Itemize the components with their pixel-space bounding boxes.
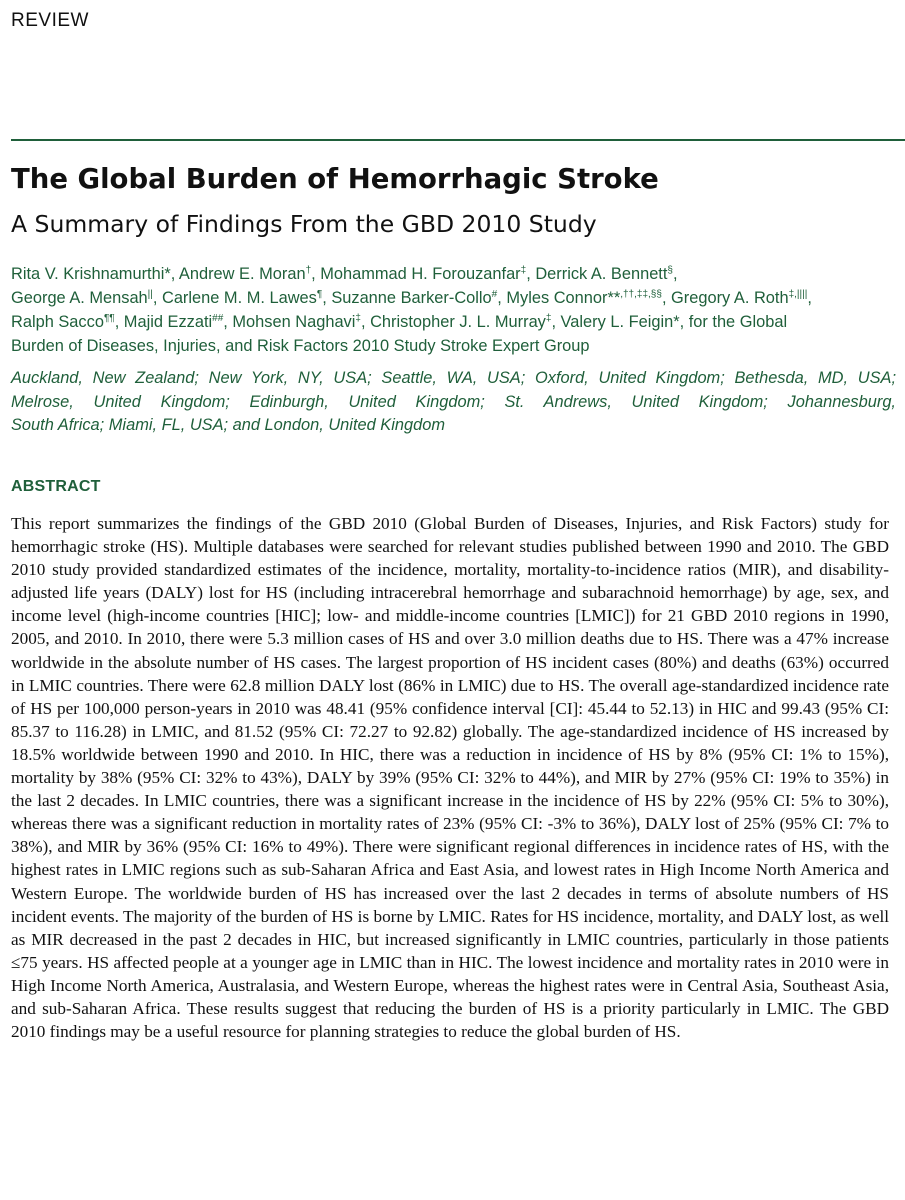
author-names: , Majid Ezzati — [114, 313, 213, 331]
article-subtitle: A Summary of Findings From the GBD 2010 Study — [11, 210, 597, 238]
author-names: , — [672, 265, 678, 283]
author-affiliation-mark: ¶ — [316, 289, 323, 300]
author-names: , Derrick A. Bennett — [526, 265, 668, 283]
author-affiliation-mark: ‡,|||| — [788, 289, 808, 300]
author-names: , Mohammad H. Forouzanfar — [311, 265, 521, 283]
author-affiliation-mark: § — [667, 265, 673, 276]
author-affiliation-mark: # — [491, 289, 498, 300]
author-affiliation-mark: || — [147, 289, 153, 300]
author-names: George A. Mensah — [11, 289, 148, 307]
author-affiliation-mark: ,††,‡‡,§§ — [620, 289, 662, 300]
author-names: , Myles Connor** — [497, 289, 621, 307]
author-names: , Christopher J. L. Murray — [360, 313, 546, 331]
affiliation-line: Melrose, United Kingdom; Edinburgh, United Kingdom; St. Andrews, United Kingdom; Johannesburg, — [11, 392, 896, 411]
header-divider — [11, 139, 905, 141]
author-line — [11, 262, 896, 286]
author-line — [11, 334, 896, 358]
author-affiliation-mark: ‡ — [520, 265, 527, 276]
author-affiliation-mark: † — [305, 265, 312, 276]
author-affiliation-mark: ‡ — [355, 313, 361, 324]
author-affiliation-mark: ¶¶ — [103, 313, 115, 324]
section-label: REVIEW — [11, 10, 89, 31]
author-names: , Suzanne Barker-Collo — [322, 289, 492, 307]
author-names: , Carlene M. M. Lawes — [152, 289, 317, 307]
author-names: , Gregory A. Roth — [661, 289, 789, 307]
author-line — [11, 310, 896, 334]
article-title: The Global Burden of Hemorrhagic Stroke — [11, 163, 659, 195]
author-names: , — [807, 289, 812, 307]
author-names: Rita V. Krishnamurthi*, Andrew E. Moran — [11, 265, 306, 283]
author-names: Burden of Diseases, Injuries, and Risk Factors 2010 Study Stroke Expert Group — [11, 337, 590, 355]
abstract-text: This report summarizes the findings of the GBD 2010 (Global Burden of Diseases, Injuries, and Risk Factors) study for hemorrhagic stroke (HS). Multiple databases were searched for relevant studies published between 1990 and 2010. The GBD 2010 study provided standardized estimates of the incidence, mortality, mortality-to-incidence ratios (MIR), and disability-adjusted life years (DALY) lost for HS (including intracerebral hemorrhage and subarachnoid hemorrhage) by age, sex, and income level (high-income countries [HIC]; low- and middle-income countries [LMIC]) for 21 GBD 2010 regions in 1990, 2005, and 2010. In 2010, there were 5.3 million cases of HS and over 3.0 million deaths due to HS. There was a 47% increase worldwide in the absolute number of HS cases. The largest proportion of HS incident cases (80%) and deaths (63%) occurred in LMIC countries. There were 62.8 million DALY lost (86% in LMIC) due to HS. The overall age-standardized incidence rate of HS per 100,000 person-years in 2010 was 48.41 (95% confidence interval [CI]: 45.44 to 52.13) in HIC and 99.43 (95% CI: 85.37 to 116.28) in LMIC, and 81.52 (95% CI: 72.27 to 92.82) globally. The age-standardized incidence of HS increased by 18.5% worldwide between 1990 and 2010. In HIC, there was a reduction in incidence of HS by 8% (95% CI: 1% to 15%), mortality by 38% (95% CI: 32% to 43%), DALY by 39% (95% CI: 32% to 44%), and MIR by 27% (95% CI: 19% to 35%) in the last 2 decades. In LMIC countries, there was a significant increase in the incidence of HS by 22% (95% CI: 5% to 30%), whereas there was a significant reduction in mortality rates of 23% (95% CI: -3% to 36%), DALY lost of 25% (95% CI: 7% to 38%), and MIR by 36% (95% CI: 16% to 49%). There were significant regional differences in incidence rates of HS, with the highest rates in LMIC regions such as sub-Saharan Africa and East Asia, and lowest rates in High Income North America and Western Europe. The worldwide burden of HS has increased over the last 2 decades in terms of absolute numbers of HS incident events. The majority of the burden of HS is borne by LMIC. Rates for HS incidence, mortality, and DALY lost, as well as MIR decreased in the past 2 decades in HIC, but increased significantly in LMIC countries, particularly in those patients ≤75 years. HS affected people at a younger age in LMIC than in HIC. The lowest incidence and mortality rates in 2010 were in High Income North America, Australasia, and Western Europe, whereas the highest rates were in Central Asia, Southeast Asia, and sub-Saharan Africa. These results suggest that reducing the burden of HS is a priority particularly in LMIC. The GBD 2010 findings may be a useful resource for planning strategies to reduce the global burden of HS. — [11, 514, 889, 1042]
affiliation-line: Auckland, New Zealand; New York, NY, USA; Seattle, WA, USA; Oxford, United Kingdom; Bethesda, MD, USA; — [11, 369, 896, 387]
author-names: , Valery L. Feigin*, for the Global — [551, 313, 788, 331]
affiliations — [11, 367, 896, 438]
author-names: Ralph Sacco — [11, 313, 104, 331]
author-affiliation-mark: ‡ — [545, 313, 552, 324]
author-affiliation-mark: ## — [212, 313, 224, 324]
author-names: , Mohsen Naghavi — [223, 313, 356, 331]
author-list — [11, 262, 896, 358]
abstract-heading: ABSTRACT — [11, 478, 101, 495]
author-line — [11, 286, 896, 310]
affiliation-line: South Africa; Miami, FL, USA; and London, United Kingdom — [11, 416, 445, 434]
